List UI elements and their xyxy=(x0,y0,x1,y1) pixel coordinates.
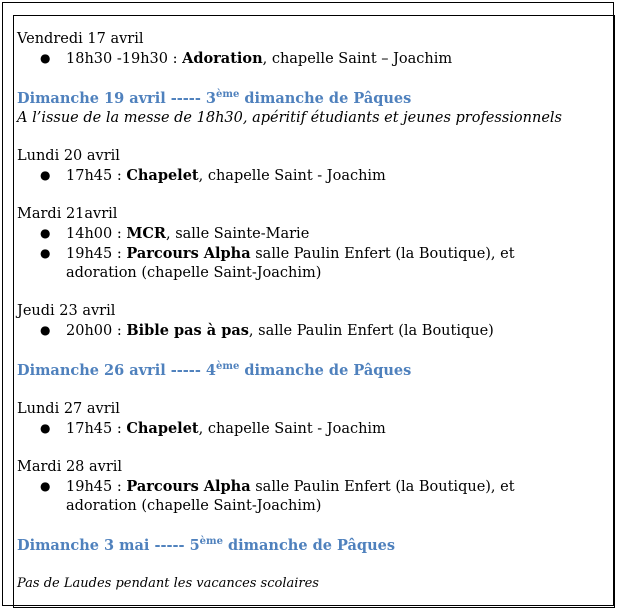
sunday-heading-tail: dimanche de Pâques xyxy=(239,90,412,107)
day-heading: Vendredi 17 avril xyxy=(17,31,144,47)
bullet-icon: ● xyxy=(40,479,51,493)
sunday-heading-text: Dimanche 3 mai ----- 5 xyxy=(17,537,200,554)
event-location: , chapelle Saint - Joachim xyxy=(198,421,386,437)
event-list xyxy=(17,49,607,69)
bullet-icon: ● xyxy=(40,51,51,65)
event-location: , salle Sainte-Marie xyxy=(166,226,310,242)
event-time: 19h45 : xyxy=(66,479,127,495)
event-name: MCR xyxy=(126,225,166,242)
sunday-heading-tail: dimanche de Pâques xyxy=(239,362,412,379)
list-item xyxy=(17,419,607,439)
list-item xyxy=(17,321,607,341)
bullet-icon: ● xyxy=(40,226,51,240)
event-name: Adoration xyxy=(182,50,263,67)
sunday-heading xyxy=(17,88,607,109)
day-heading: Lundi 27 avril xyxy=(17,401,120,417)
event-location: salle Paulin Enfert (la Boutique), et adoration (chapelle Saint-Joachim) xyxy=(66,246,515,281)
event-time: 17h45 : xyxy=(66,421,127,437)
event-location: , salle Paulin Enfert (la Boutique) xyxy=(248,323,494,339)
event-location: , chapelle Saint – Joachim xyxy=(262,51,453,67)
event-name: Bible pas à pas xyxy=(126,322,249,339)
bullet-icon: ● xyxy=(40,246,51,260)
list-item xyxy=(17,477,566,516)
event-location: , chapelle Saint - Joachim xyxy=(198,168,386,184)
bullet-icon: ● xyxy=(40,323,51,337)
sunday-note: A l’issue de la messe de 18h30, apéritif étudiants et jeunes professionnels xyxy=(17,110,562,126)
footer-note: Pas de Laudes pendant les vacances scolaires xyxy=(17,576,319,591)
list-item xyxy=(17,49,607,69)
sunday-heading xyxy=(17,360,607,381)
day-heading: Mardi 28 avril xyxy=(17,459,123,475)
event-time: 18h30 -19h30 : xyxy=(66,51,183,67)
event-name: Parcours Alpha xyxy=(126,478,251,495)
ordinal-suffix: ème xyxy=(199,536,223,547)
event-list xyxy=(17,419,607,439)
event-list xyxy=(17,166,607,186)
list-item xyxy=(17,224,607,244)
sunday-heading-text: Dimanche 19 avril ----- 3 xyxy=(17,90,216,107)
list-item xyxy=(17,166,607,186)
day-heading: Mardi 21avril xyxy=(17,206,118,222)
event-time: 17h45 : xyxy=(66,168,127,184)
sunday-heading-text: Dimanche 26 avril ----- 4 xyxy=(17,362,216,379)
day-heading: Jeudi 23 avril xyxy=(17,303,116,319)
list-item xyxy=(17,244,566,283)
event-location: salle Paulin Enfert (la Boutique), et adoration (chapelle Saint-Joachim) xyxy=(66,479,515,514)
bullet-icon: ● xyxy=(40,168,51,182)
event-time: 14h00 : xyxy=(66,226,127,242)
event-time: 19h45 : xyxy=(66,246,127,262)
sunday-heading xyxy=(17,535,607,556)
event-name: Chapelet xyxy=(126,167,199,184)
event-list xyxy=(17,477,607,516)
sunday-heading-tail: dimanche de Pâques xyxy=(222,537,395,554)
event-name: Parcours Alpha xyxy=(126,245,251,262)
event-list xyxy=(17,321,607,341)
day-heading: Lundi 20 avril xyxy=(17,148,120,164)
schedule-content xyxy=(17,30,607,593)
event-list xyxy=(17,224,607,283)
ordinal-suffix: ème xyxy=(216,361,240,372)
ordinal-suffix: ème xyxy=(216,89,240,100)
bullet-icon: ● xyxy=(40,421,51,435)
event-time: 20h00 : xyxy=(66,323,127,339)
event-name: Chapelet xyxy=(126,420,199,437)
